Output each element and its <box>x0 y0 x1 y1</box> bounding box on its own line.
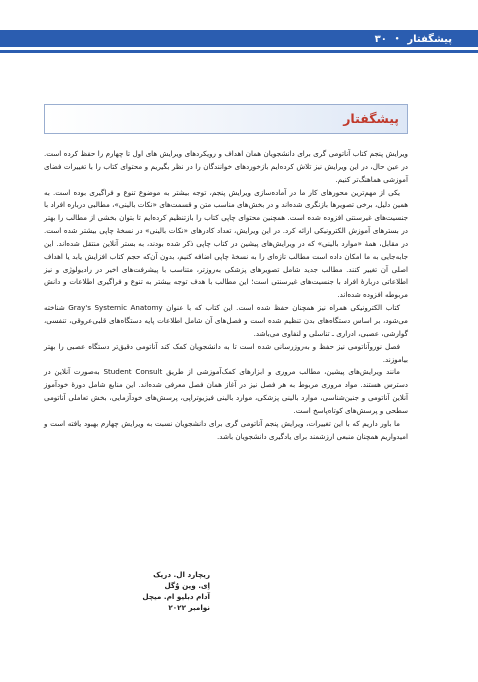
page-title: پیشگفتار <box>343 111 399 126</box>
paragraph: مانند ویرایش‌های پیشین، مطالب مروری و ابزارهای کمک‌آموزشی از طریق Student Consult به‌صورت آنلاین در دسترس هستند. مواد مروری مربوط به هر فصل نیز در آغاز همان فصل معرفی شده‌اند. این منابع شامل دورهٔ خودآموز آنلاین آناتومی و جنین‌شناسی، موارد بالینی پزشکی، موارد بالینی فیزیوتراپی، پرسش‌های خودآزمایی، بخش تعاملی آناتومی سطحی و پرسش‌های کوتاه‌پاسخ است. <box>44 367 408 415</box>
author-name: ریچارد ال. دریک <box>153 570 210 579</box>
running-head-title: پیشگفتار <box>407 33 452 45</box>
paragraph: یکی از مهم‌ترین محورهای کار ما در آماده‌سازی ویرایش پنجم، توجه بیشتر به موضوع تنوع و فراگیری بوده است. به همین دلیل، برخی تصویرها بازنگری شده‌اند و در بخش‌های مناسب متن و قسمت‌های «نکات بالینی»، مطالبی درباره افراد با جنسیت‌های غیرسنتی افزوده شده است. همچنین محتوای چاپی کتاب را بازتنظیم کرده‌ایم تا بتوان بخشی از مطالب را بهتر در بسترهای آموزش الکترونیکی ارائه کرد. در این ویرایش، تعداد کادرهای «نکات بالینی» در نسخهٔ چاپی بیشتر شده است. در مقابل، همهٔ «موارد بالینی» که در ویرایش‌های پیشین در کتاب چاپی ذکر شده بودند، به بستر آنلاین منتقل شده‌اند. این جابه‌جایی به ما امکان داده است مطالب تازه‌ای را به نسخهٔ چاپی اضافه کنیم، بدون آن‌که حجم کتاب افزایش یابد یا اهداف اصلی آن تغییر کنند. مطالب جدید شامل تصویرهای پزشکی به‌روزتر، متناسب با پیشرفت‌های اخیر در رادیولوژی و نیز اطلاعاتی دربارهٔ افراد با جنسیت‌های غیرسنتی است؛ این مطالب با هدف توجه بیشتر به تنوع و فراگیری اطلاعات و دانش مربوطه افزوده شده‌اند. <box>44 187 408 300</box>
author-name: آدام دبلیو ام. میچل <box>142 592 210 601</box>
signature-date: نوامبر ۲۰۲۲ <box>168 603 210 612</box>
title-box <box>44 104 408 134</box>
running-head-separator: • <box>394 35 400 43</box>
body-text <box>44 148 408 443</box>
page-number: ۳۰ <box>374 33 387 45</box>
paragraph: ویرایش پنجم کتاب آناتومی گری برای دانشجویان همان اهداف و رویکردهای ویرایش های اول تا چهارم را حفظ کرده است. در عین حال، در این ویرایش نیز تلاش کرده‌ایم بازخوردهای خوانندگان را در نظر بگیریم و محتوای کتاب را با تغییرات فضای آموزشی هماهنگ‌تر کنیم. <box>44 149 408 184</box>
paragraph: ما باور داریم که با این تغییرات، ویرایش پنجم آناتومی گری برای دانشجویان نسبت به ویرایش چهارم بهبود یافته است و امیدواریم همچنان منبعی ارزشمند برای یادگیری دانشجویان باشد. <box>44 418 408 441</box>
paragraph: کتاب الکترونیکی همراه نیز همچنان حفظ شده است. این کتاب که با عنوان Gray's Systemic Anatomy شناخته می‌شود، بر اساس دستگاه‌های بدن تنظیم شده است و فصل‌های آن شامل اطلاعات پایه دستگاه‌های قلبی‌عروقی، تنفسی، گوارشی، عصبی، ادراری ـ تناسلی و لنفاوی می‌باشد. <box>44 303 408 338</box>
author-name: اِی. وین وُگل <box>164 581 210 590</box>
header-rule <box>0 50 478 53</box>
paragraph: فصل نوروآناتومی نیز حفظ و به‌روزرسانی شده است تا به دانشجویان کمک کند آناتومی دقیق‌تر دستگاه عصبی را بهتر بیاموزند. <box>44 341 408 364</box>
signature-block <box>90 569 210 613</box>
running-head <box>375 32 452 46</box>
